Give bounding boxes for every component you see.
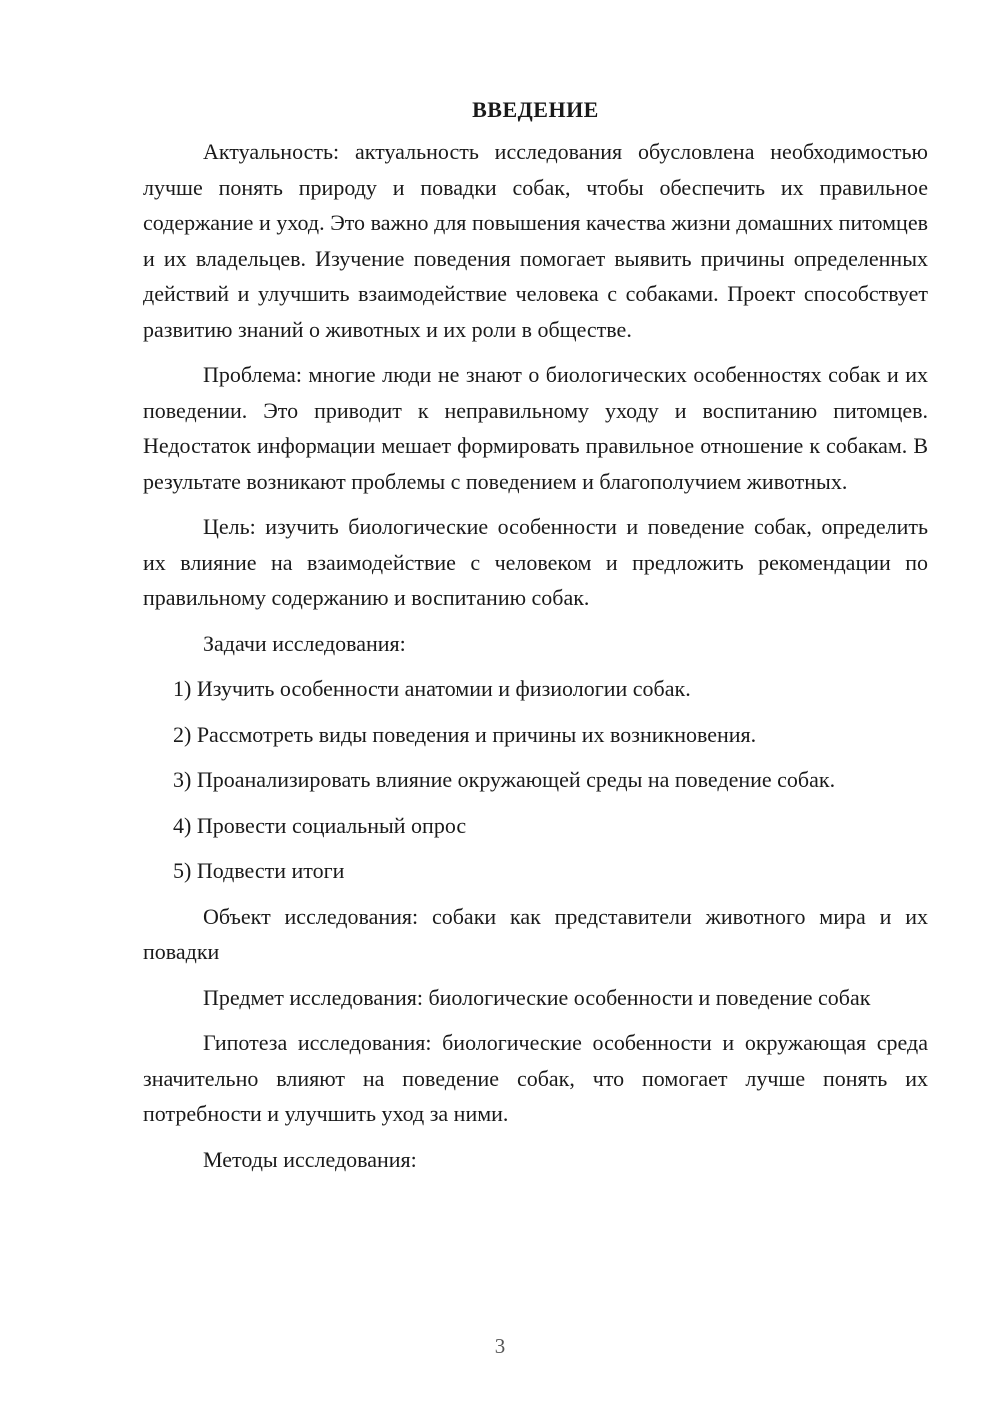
problem-paragraph: Проблема: многие люди не знают о биологических особенностях собак и их поведении. Это приводит к неправильному уходу и воспитанию питомцев. Недостаток информации мешает формировать правильное отношение к собакам. В результате возникают проблемы с поведением и благополучием животных. (143, 362, 928, 494)
page-number: 3 (494, 1334, 506, 1358)
page-content (143, 92, 928, 1187)
list-item: 1) Изучить особенности анатомии и физиологии собак. (173, 676, 691, 701)
list-item: 2) Рассмотреть виды поведения и причины их возникновения. (173, 721, 757, 747)
hypothesis-paragraph: Гипотеза исследования: биологические особенности и окружающая среда значительно влияют на поведение собак, что помогает лучше понять их потребности и улучшить уход за ними. (143, 1030, 928, 1126)
section-title: ВВЕДЕНИЕ (472, 97, 599, 122)
object-paragraph: Объект исследования: собаки как представители животного мира и их повадки (143, 903, 928, 964)
tasks-heading: Задачи исследования: (203, 630, 406, 656)
list-item: 5) Подвести итоги (173, 858, 345, 883)
methods-heading: Методы исследования: (203, 1146, 417, 1172)
list-item: 3) Проанализировать влияние окружающей среды на поведение собак. (173, 767, 836, 792)
goal-paragraph: Цель: изучить биологические особенности и поведение собак, определить их влияние на взаимодействие с человеком и предложить рекомендации по правильному содержанию и воспитанию собак. (143, 514, 928, 610)
list-item: 4) Провести социальный опрос (173, 812, 467, 838)
subject-paragraph: Предмет исследования: биологические особенности и поведение собак (203, 984, 871, 1010)
relevance-paragraph: Актуальность: актуальность исследования обусловлена необходимостью лучше понять природу и повадки собак, чтобы обеспечить их правильное содержание и уход. Это важно для повышения качества жизни домашних питомцев и их владельцев. Изучение поведения помогает выявить причины определенных действий и улучшить взаимодействие человека с собаками. Проект способствует развитию знаний о животных и их роли в обществе. (143, 139, 928, 342)
tasks-list (143, 671, 928, 889)
